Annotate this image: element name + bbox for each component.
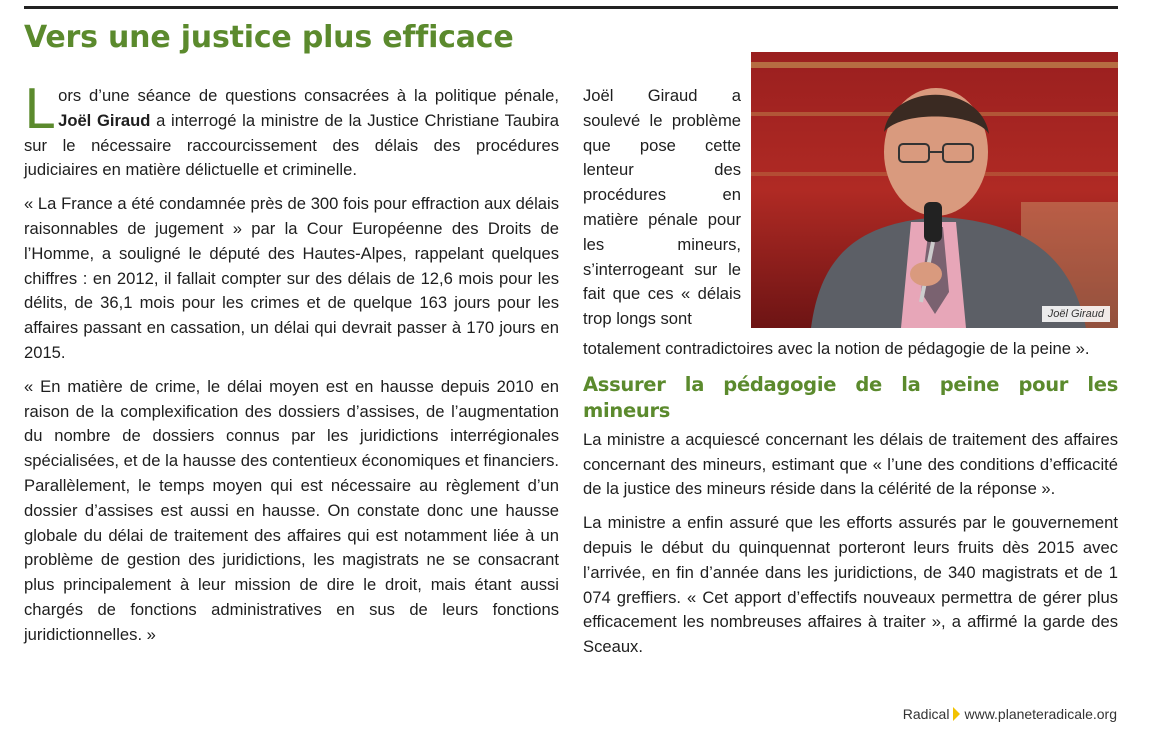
intro-paragraph: Lors d’une séance de questions consacrées à la politique pénale, Joël Giraud a interrogé la ministre de la Justice Christiane Taubira sur le nécessaire raccourcissement des délais des procédures judiciaires en matière délictuelle et criminelle. bbox=[24, 78, 560, 180]
paragraph-3: « En matière de crime, le délai moyen est en hausse depuis 2010 en raison de la complexification des dossiers d’assises, de l’augmentation du nombre de dossiers connus par les juridictions interrégionales spécialisées, et de la hausse des contentieux économiques et financiers. Parallèlement, le temps moyen qui est nécessaire au règlement d’un dossier d’assises est aussi en hausse. On constate donc une hausse globale du délai de traitement des affaires qui est notamment liée à un problème de gestion des juridictions, les magistrats ne se consacrant plus principalement à leur mission de dire le droit, mais étant aussi chargés de fonctions administratives en sus de leurs fonctions juridictionnelles. » bbox=[24, 376, 560, 644]
subheading: Assurer la pédagogie de la peine pour les mineurs bbox=[583, 372, 1118, 422]
yellow-marker-icon bbox=[953, 707, 960, 721]
right-paragraph-3: La ministre a enfin assuré que les efforts assurés par le gouvernement depuis le début du quinquennat porteront leurs fruits dès 2015 avec l’arrivée, en fin d’année dans les juridictions, de 340 magistrats et de 1 074 greffiers. « Cet apport d’effectifs nouveaux permettra de gérer plus efficacement les nombreuses affaires à traiter », a affirmé la garde des Sceaux. bbox=[583, 513, 1118, 657]
portrait-illustration bbox=[751, 52, 1118, 328]
right-column-top bbox=[583, 84, 741, 332]
paragraph-2: « La France a été condamnée près de 300 fois pour effraction aux délais raisonnables de jugement » par la Cour Européenne des Droits de l’Homme, a souligné le député des Hautes-Alpes, rappelant quelques chiffres : en 2012, il fallait compter sur des délais de 12,6 mois pour les délits, de 36,1 mois pour les crimes et de quelque 163 jours pour les affaires passant en cassation, un délai qui devrait passer à 170 jours en 2015. bbox=[24, 194, 559, 362]
right-paragraph-2: La ministre a acquiescé concernant les délais de traitement des affaires concernant des mineurs, estimant que « l’une des conditions d’efficacité de la justice des mineurs réside dans la célérité de la réponse ». bbox=[583, 429, 1118, 499]
right-column bbox=[583, 337, 1118, 669]
photo-caption: Joël Giraud bbox=[1042, 306, 1110, 322]
footer-brand: Radical bbox=[902, 706, 950, 722]
left-column bbox=[24, 78, 560, 657]
portrait-photo bbox=[751, 52, 1118, 328]
right-paragraph-1-top: Joël Giraud a soulevé le problème que pose cette lenteur des procédures en matière pénale pour les mineurs, s’interrogeant sur le fait que ces « délais trop longs sont bbox=[583, 86, 741, 329]
footer-url[interactable]: www.planeteradicale.org bbox=[964, 706, 1117, 722]
right-paragraph-1-bottom: totalement contradictoires avec la notion de pédagogie de la peine ». bbox=[583, 339, 1090, 358]
article-title: Vers une justice plus efficace bbox=[24, 20, 514, 55]
person-name: Joël Giraud bbox=[58, 110, 151, 130]
top-rule bbox=[24, 6, 1118, 9]
footer bbox=[903, 706, 1117, 722]
drop-cap: L bbox=[24, 78, 55, 141]
